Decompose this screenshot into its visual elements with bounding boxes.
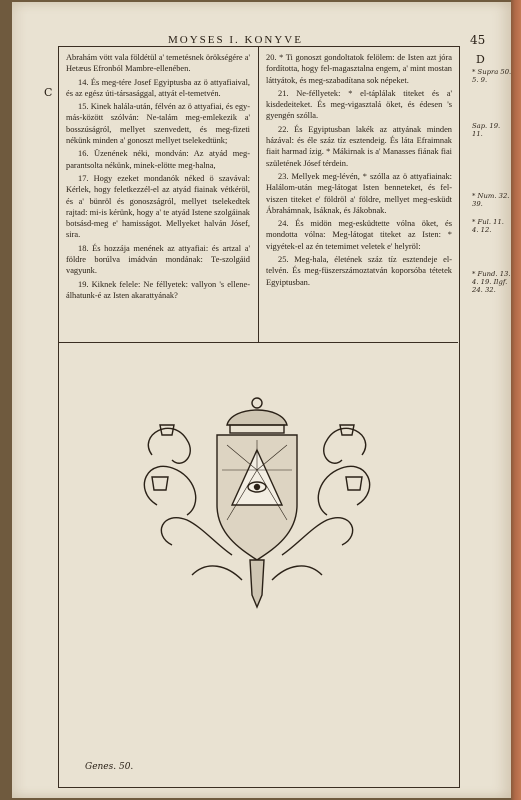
page-number: 45 <box>470 33 486 47</box>
margin-note: * Fund. 13. 4. 19. Ilgf. 24. 32. <box>472 270 511 294</box>
verse: 17. Hogy ezeket mondanók néked ö szavával: Kérlek, hogy feletkezzél-el az atyád fiainak vétkéröl, és a' bünröl és gonoszságról, mellyet tselekedtek rajtad: mi-is kérünk, hogy a' te atyád Istene szolgáinak botsásd-meg e' hamisságot. Mellyeket halván Jósef, sira. <box>66 173 250 240</box>
section-rule <box>58 342 458 343</box>
verse: 15. Kinek halála-után, félvén az ö attyafiai, és egy-más-között szólván: Ne-talám meg-emlekezik a' bosszúságról, mellyet szenvedett, és meg-fizeti nékünk minden a' gonoszt mellyet tselekedtünk; <box>66 102 250 146</box>
verse: 21. Ne-féllyetek: * el-táplálak titeket és a' kisdedeiteket. És meg-vigasztalá öket, és édesen 's gyengén szólla. <box>266 88 452 121</box>
verse: 20. * Ti gonoszt gondoltatok felölem: de Isten azt jóra fordította, hogy fel-magasztalna engem, a' mint mostan láttyátok, és meg-szabadítana sok népeket. <box>266 53 452 85</box>
running-head: MOYSES I. KONYVE <box>168 34 303 46</box>
margin-note: Sap. 19. 11. <box>472 122 501 138</box>
margin-note: * Supra 50. 5. 9. <box>472 68 512 84</box>
verse: 24. És midön meg-esküdtette vólna öket, és mondotta vólna: Meg-látogat titeket az Isten: * vigyétek-el az én tetemimet veletek e' helyröl: <box>266 219 452 251</box>
verse: Abrahám vött vala földétül a' temetésnek örökségére a' Hetæus Efronból Mambre-ellenében. <box>66 53 250 74</box>
verse: 19. Kiknek felele: Ne féllyetek: vallyon 's ellene-álhatunk-é az Isten akarattyának? <box>66 279 250 300</box>
column-divider <box>258 46 259 342</box>
verse: 14. És meg-tére Josef Egyiptusba az ö attyafiaival, és az egész úti-társasággal, attyát el-temetvén. <box>66 77 250 98</box>
margin-note: * Ful. 11. 4. 12. <box>472 218 504 234</box>
verse: 22. És Egyiptusban lakék az attyának minden házával: és éle száz tíz esztendeig. És láta Efraimnak fiait harmad ízig. * Mákirnak is a' Manasses fiának fiai születének Jósef térdein. <box>266 124 452 168</box>
footer-reference: Genes. 50. <box>85 762 134 772</box>
verse: 25. Meg-hala, életének száz tíz esztendeje el-telvén. És meg-füszerszámoztatván koporsóba tétetek Egyiptusban. <box>266 255 452 287</box>
margin-letter-right: D <box>476 53 485 66</box>
page-edge <box>511 0 521 800</box>
right-column <box>266 52 452 290</box>
margin-note: * Num. 32. 39. <box>472 192 510 208</box>
left-column <box>66 52 250 303</box>
verse: 16. Üzenének néki, mondván: Az atyád meg-parantsolta nékünk, minek-elötte meg-halna, <box>66 149 250 170</box>
margin-letter-left: C <box>44 86 53 99</box>
eye-of-providence-emblem <box>132 395 382 615</box>
verse: 18. És hozzája menének az attyafiai: és artzal a' földre borúlva imádván mondának: Te-szolgáid vagyunk. <box>66 243 250 276</box>
verse: 23. Mellyek meg-lévén, * szólla az ö attyafiainak: Halálom-után meg-látogat Isten benneteket, és fel-viszen titeket e' földröl a' földre, mellyet meg-esküdt Ábrahámnak, Isáknak, és Jákobnak. <box>266 171 452 215</box>
